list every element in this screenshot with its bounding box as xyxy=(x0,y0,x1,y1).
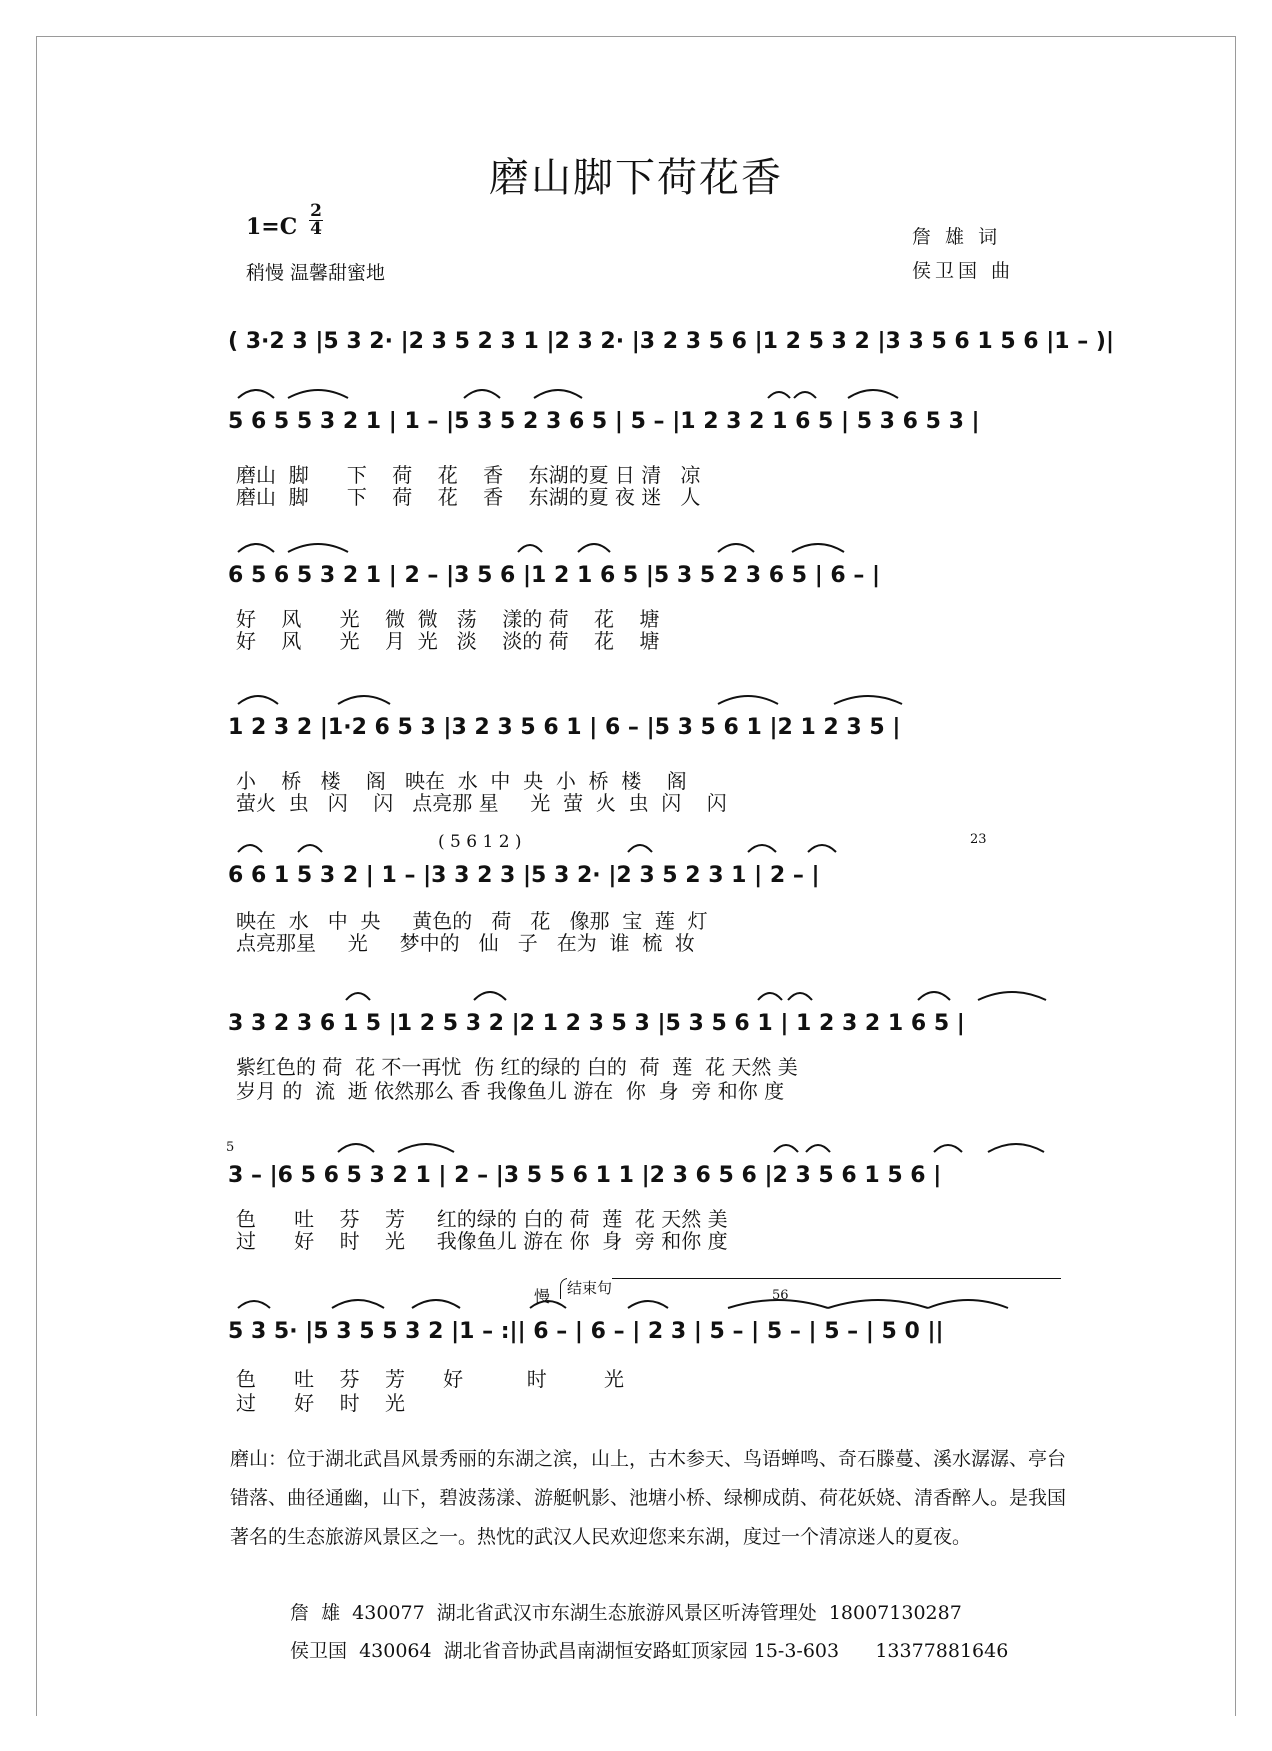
lyrics-verse-1: 紫红色的 荷 花 不一再忧 伤 红的绿的 白的 荷 莲 花 天然 美 xyxy=(236,1055,798,1079)
lyrics-verse-1: 小 桥 楼 阁 映在 水 中 央 小 桥 楼 阁 xyxy=(236,769,687,793)
footnote: 磨山：位于湖北武昌风景秀丽的东湖之滨，山上，古木参天、鸟语蝉鸣、奇石滕蔓、溪水潺潺、亭台错落、曲径通幽，山下，碧波荡漾、游艇帆影、池塘小桥、绿柳成荫、荷花妖娆、清香醉人。是我国著名的生态旅游风景区之一。热忱的武汉人民欢迎您来东湖，度过一个清凉迷人的夏夜。 xyxy=(230,1448,1067,1548)
interlude-notes: ( 5 6 1 2 ) xyxy=(438,832,522,852)
slow-mark: 慢 xyxy=(534,1287,551,1306)
slurs xyxy=(228,674,1076,708)
ending-label: 结束句 xyxy=(567,1279,613,1297)
lyrics-verse-1: 映在 水 中 央 黄色的 荷 花 像那 宝 莲 灯 xyxy=(236,909,708,933)
composer-credit: 侯卫国 曲 xyxy=(912,260,1015,282)
slurs xyxy=(228,522,1076,556)
notation: 1 2 3 2 |1·2 6 5 3 |3 2 3 5 6 1 | 6 – |5 3 5 6 1 |2 1 2 3 5 | xyxy=(228,715,901,740)
lyrics-verse-1: 磨山 脚 下 荷 花 香 东湖的夏 日 清 凉 xyxy=(236,463,701,487)
slurs xyxy=(228,822,1076,856)
grace-note: 23 xyxy=(970,832,987,847)
lyrics-verse-1: 好 风 光 微 微 荡 漾的 荷 花 塘 xyxy=(236,607,660,631)
slurs xyxy=(228,970,1076,1004)
notation: 6 6 1 5 3 2 | 1 – |3 3 2 3 |5 3 2· |2 3 5 2 3 1 | 2 – | xyxy=(228,863,820,888)
lyrics-verse-1: 色 吐 芬 芳 好 时 光 xyxy=(236,1367,624,1391)
notation: 3 3 2 3 6 1 5 |1 2 5 3 2 |2 1 2 3 5 3 |5 3 5 6 1 | 1 2 3 2 1 6 5 | xyxy=(228,1011,965,1036)
lyrics-verse-2: 岁月 的 流 逝 依然那么 香 我像鱼儿 游在 你 身 旁 和你 度 xyxy=(236,1079,785,1103)
notation: 5 3 5· |5 3 5 5 3 2 |1 – :|| 6 – | 6 – | 2 3 | 5 – | 5 – | 5 – | 5 0 || xyxy=(228,1319,944,1344)
notation: 3 – |6 5 6 5 3 2 1 | 2 – |3 5 5 6 1 1 |2 3 6 5 6 |2 3 5 6 1 5 6 | xyxy=(228,1163,942,1188)
lyricist-credit: 詹 雄 词 xyxy=(912,226,1002,248)
lyrics-verse-1: 色 吐 芬 芳 红的绿的 白的 荷 莲 花 天然 美 xyxy=(236,1207,728,1231)
notation: 6 5 6 5 3 2 1 | 2 – |3 5 6 |1 2 1 6 5 |5 3 5 2 3 6 5 | 6 – | xyxy=(228,563,881,588)
lyrics-verse-2: 点亮那星 光 梦中的 仙 子 在为 谁 梳 妆 xyxy=(236,931,695,955)
notation: ( 3·2 3 |5 3 2· |2 3 5 2 3 1 |2 3 2· |3 2 3 5 6 |1 2 5 3 2 |3 3 5 6 1 5 6 |1 – )| xyxy=(228,329,1115,354)
key-signature: 1=C xyxy=(246,214,298,240)
slurs xyxy=(228,1122,1076,1156)
time-signature: 2 4 xyxy=(310,201,322,239)
grace-note: 56 xyxy=(772,1288,789,1303)
contact-lyricist: 詹 雄 430077 湖北省武汉市东湖生态旅游风景区听涛管理处 18007130287 xyxy=(290,1602,962,1624)
lyrics-verse-2: 磨山 脚 下 荷 花 香 东湖的夏 夜 迷 人 xyxy=(236,485,701,509)
lyrics-verse-2: 萤火 虫 闪 闪 点亮那 星 光 萤 火 虫 闪 闪 xyxy=(236,791,727,815)
notation: 5 6 5 5 3 2 1 | 1 – |5 3 5 2 3 6 5 | 5 – |1 2 3 2 1 6 5 | 5 3 6 5 3 | xyxy=(228,409,980,434)
grace-note: 5 xyxy=(226,1140,235,1155)
slurs xyxy=(228,1278,1076,1312)
tempo-marking: 稍慢 温馨甜蜜地 xyxy=(246,262,386,284)
lyrics-verse-2: 过 好 时 光 我像鱼儿 游在 你 身 旁 和你 度 xyxy=(236,1229,728,1253)
lyrics-verse-2: 过 好 时 光 xyxy=(236,1391,406,1415)
contact-composer: 侯卫国 430064 湖北省音协武昌南湖恒安路虹顶家园 15-3-603 13377881646 xyxy=(290,1640,1009,1662)
slurs xyxy=(228,368,1076,402)
song-title: 磨山脚下荷花香 xyxy=(489,155,783,201)
lyrics-verse-2: 好 风 光 月 光 淡 淡的 荷 花 塘 xyxy=(236,629,660,653)
